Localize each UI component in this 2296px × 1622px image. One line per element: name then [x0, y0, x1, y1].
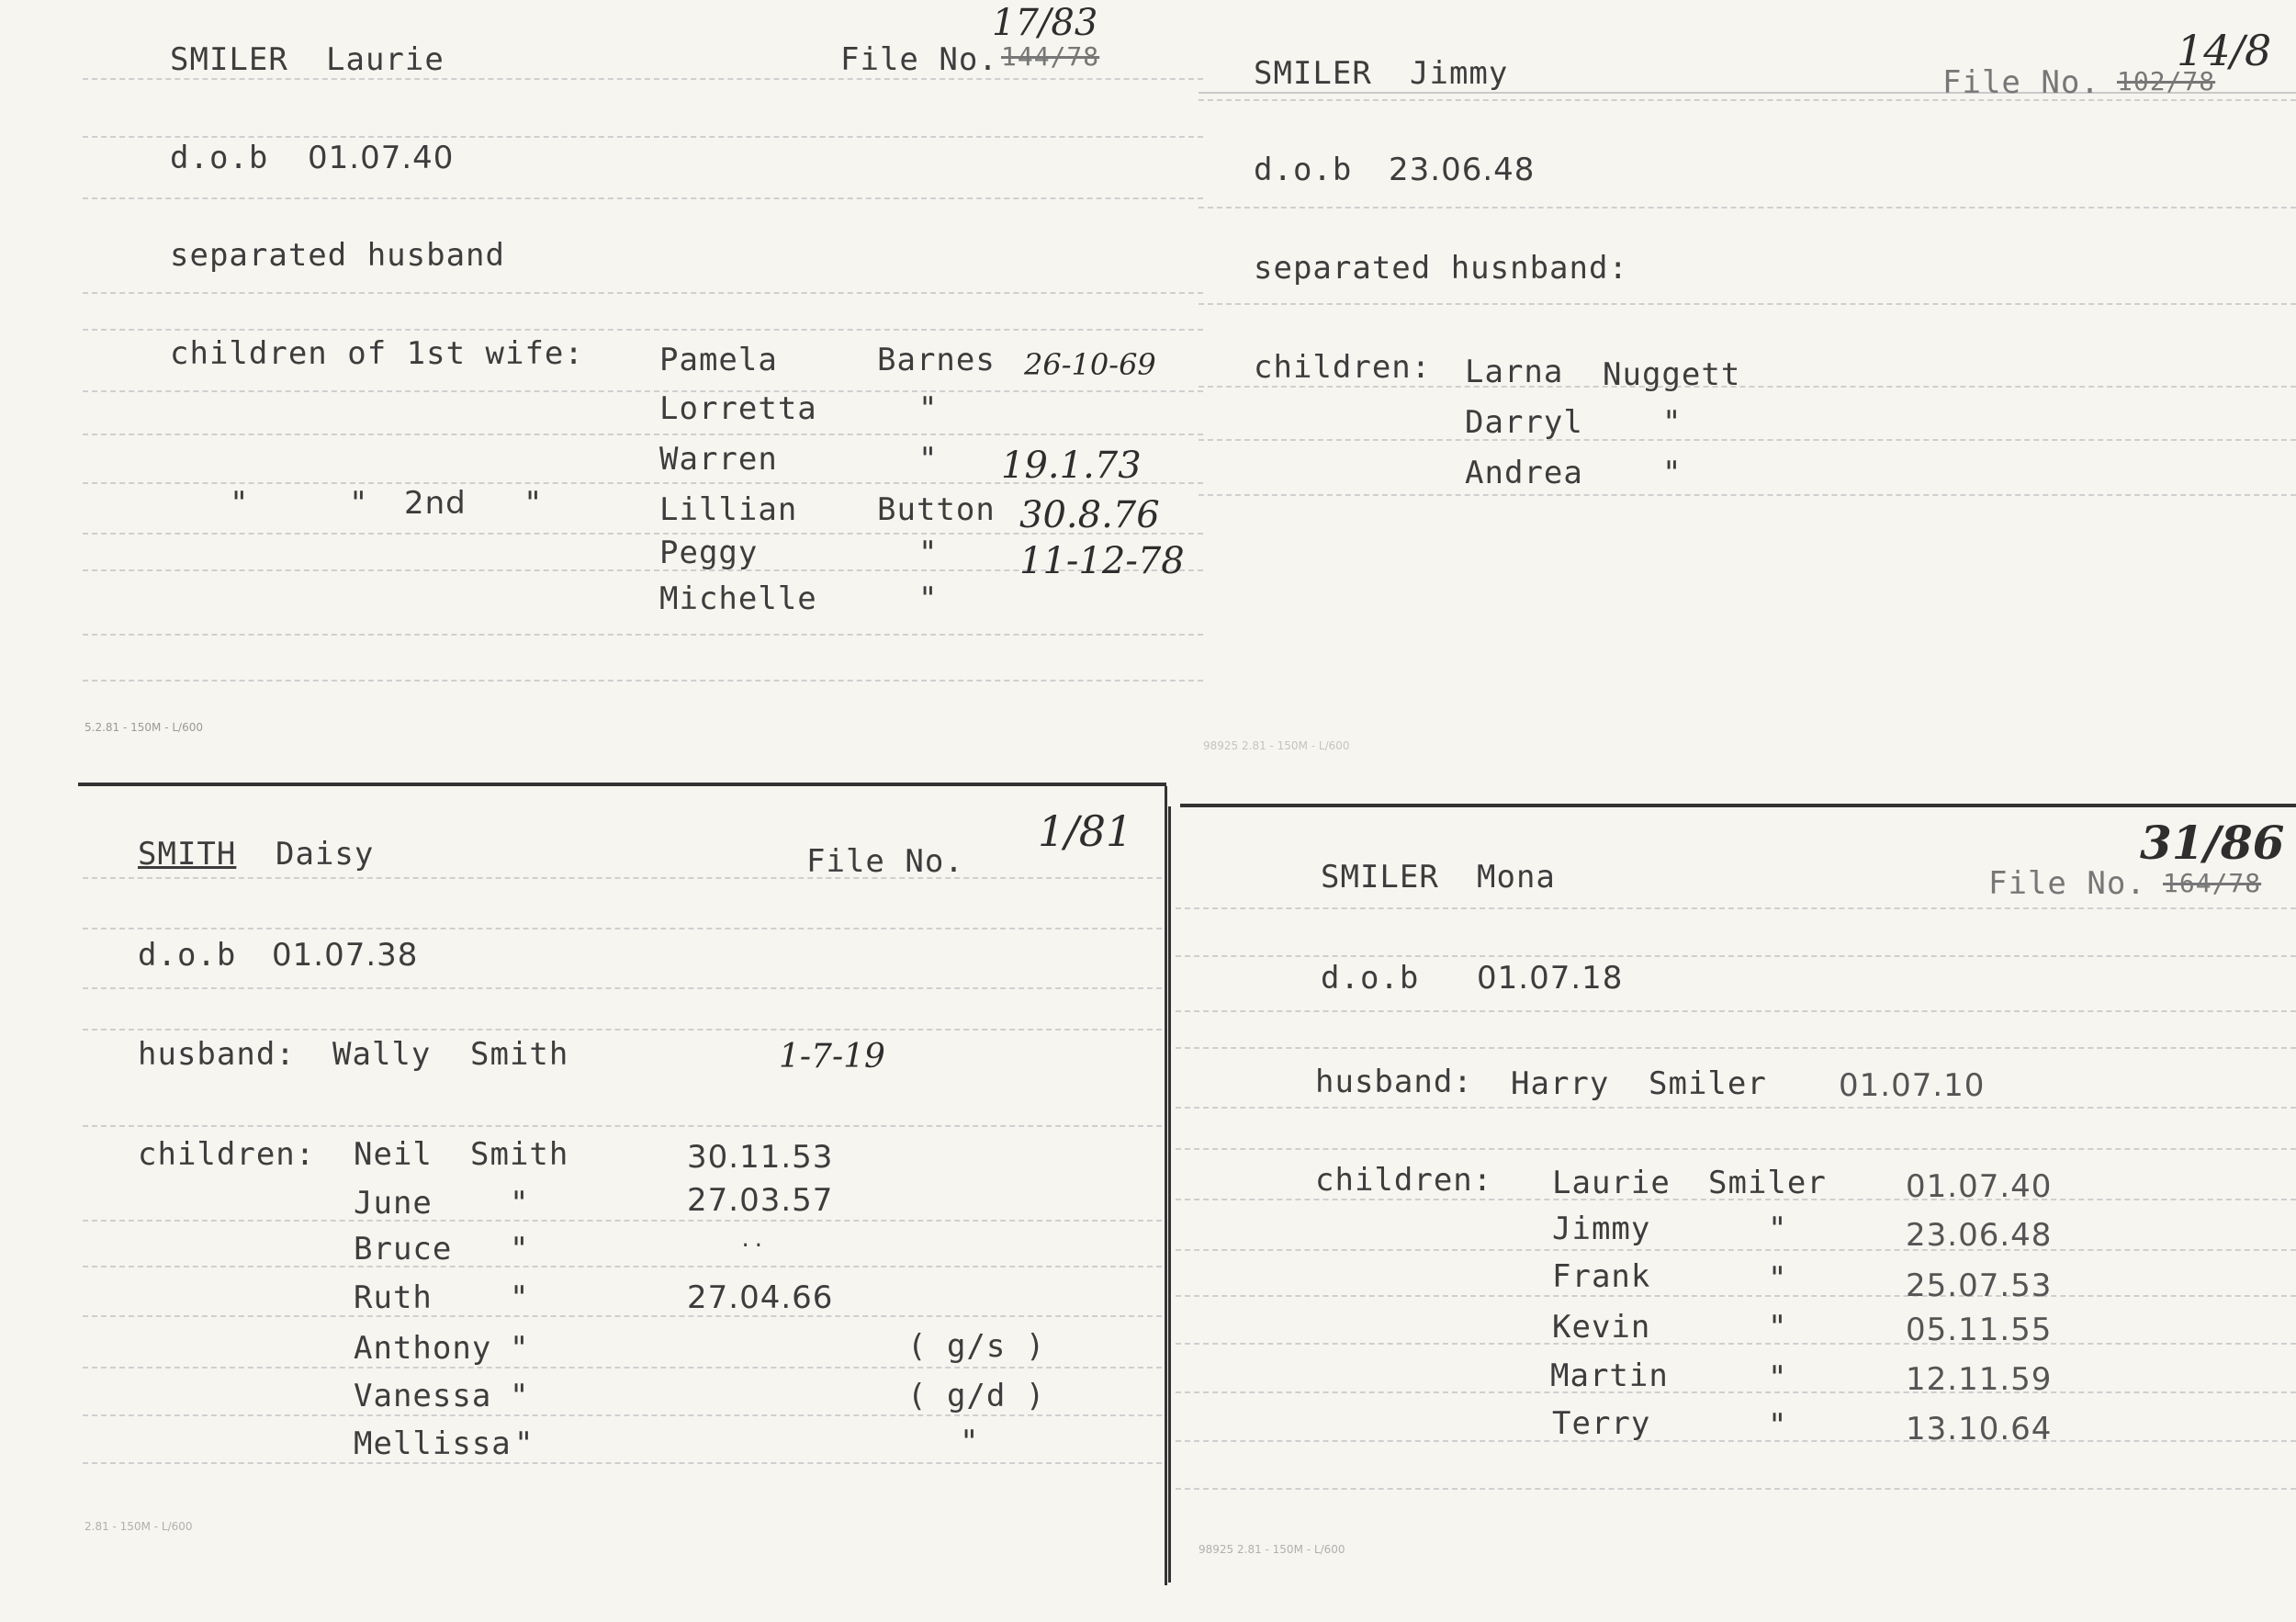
- husband-label: husband:: [1315, 1064, 1473, 1100]
- print-code: 2.81 - 150M - L/600: [84, 1520, 193, 1533]
- second-wife-label: 2nd: [404, 485, 467, 522]
- card-edge: [1165, 786, 1167, 1585]
- rule: [1176, 955, 2296, 957]
- child-name: Andrea: [1465, 455, 1583, 491]
- child-date: 27.03.57: [687, 1182, 834, 1219]
- file-number-handwritten: 14/8: [2177, 26, 2272, 75]
- card-edge: [1168, 806, 1171, 1583]
- given-name: Jimmy: [1410, 55, 1509, 92]
- file-number-struck: 164/78: [2163, 868, 2262, 898]
- husband-label: husband:: [138, 1036, 296, 1073]
- child-name: Vanessa: [354, 1378, 492, 1414]
- rule: [83, 877, 1162, 879]
- rule: [83, 390, 1203, 392]
- child-surname: ": [1768, 1407, 1788, 1444]
- ditto-mark: ": [230, 485, 250, 522]
- husband-given: Harry: [1511, 1065, 1610, 1102]
- rule: [1176, 1047, 2296, 1049]
- given-name: Mona: [1477, 859, 1556, 895]
- children-label: children:: [1315, 1162, 1493, 1199]
- child-surname: ": [510, 1330, 530, 1367]
- husband-surname: Smiler: [1649, 1065, 1767, 1102]
- child-note: ( g/s ): [907, 1328, 1046, 1365]
- child-surname: ": [1768, 1260, 1788, 1297]
- child-surname: ": [1768, 1309, 1788, 1346]
- child-name: Warren: [659, 441, 778, 478]
- child-surname: ": [514, 1425, 535, 1462]
- dob-value: 01.07.40: [308, 140, 455, 176]
- rule: [83, 1414, 1162, 1416]
- child-surname: ": [1662, 404, 1683, 441]
- rule: [83, 1462, 1162, 1464]
- dob-value: 01.07.18: [1477, 960, 1624, 997]
- child-note: ( g/d ): [907, 1378, 1046, 1414]
- file-number-struck: 144/78: [1001, 41, 1100, 72]
- rule: [1199, 494, 2296, 496]
- child-surname: ": [918, 535, 939, 571]
- rule: [83, 1315, 1162, 1317]
- child-surname: ": [1768, 1211, 1788, 1247]
- child-surname: Smith: [470, 1136, 569, 1173]
- husband-given: Wally: [332, 1036, 432, 1073]
- child-date: 27.04.66: [687, 1279, 834, 1316]
- rule: [1199, 99, 2296, 101]
- print-code: 98925 2.81 - 150M - L/600: [1203, 739, 1350, 752]
- child-name: Ruth: [354, 1279, 433, 1316]
- child-name: Martin: [1550, 1357, 1669, 1394]
- ditto-mark: ": [523, 485, 544, 522]
- rule: [83, 1266, 1162, 1267]
- child-name: Peggy: [659, 535, 759, 571]
- child-name: Michelle: [659, 580, 817, 617]
- child-date: 11-12-78: [1019, 540, 1185, 582]
- child-surname: ": [918, 580, 939, 617]
- child-surname: Barnes: [877, 342, 996, 378]
- child-surname: ": [918, 441, 939, 478]
- dob-value: 23.06.48: [1389, 152, 1536, 188]
- child-name: Lorretta: [659, 390, 817, 427]
- child-surname: ": [1768, 1359, 1788, 1396]
- rule: [1199, 439, 2296, 441]
- children-label: children:: [1254, 349, 1432, 386]
- card-edge: [1180, 804, 2296, 807]
- given-name: Laurie: [326, 41, 445, 78]
- child-name: Frank: [1552, 1258, 1651, 1295]
- child-surname: ": [510, 1279, 530, 1316]
- file-number-handwritten: 31/86: [2140, 816, 2285, 870]
- child-name: Bruce: [354, 1231, 453, 1267]
- surname: SMILER: [170, 41, 288, 78]
- surname: SMITH: [138, 836, 237, 873]
- rule: [1199, 386, 2296, 388]
- child-surname: ": [510, 1231, 530, 1267]
- child-name: Neil: [354, 1136, 433, 1173]
- child-date: 23.06.48: [1906, 1217, 2053, 1254]
- rule: [83, 987, 1162, 989]
- surname: SMILER: [1254, 55, 1372, 92]
- rule: [1176, 1343, 2296, 1345]
- rule: [83, 1220, 1162, 1222]
- dob-label: d.o.b: [1254, 152, 1353, 188]
- child-name: Laurie: [1552, 1165, 1671, 1201]
- child-date: 25.07.53: [1906, 1267, 2053, 1304]
- rule: [83, 78, 1203, 80]
- child-surname: Nuggett: [1603, 356, 1741, 393]
- rule: [83, 928, 1162, 929]
- child-name: Kevin: [1552, 1309, 1651, 1346]
- child-date: 13.10.64: [1906, 1411, 2053, 1447]
- ditto-mark: ": [349, 485, 369, 522]
- child-surname: ": [918, 390, 939, 427]
- children-label: children:: [138, 1136, 316, 1173]
- card-edge: [78, 783, 1166, 786]
- child-surname: ": [1662, 455, 1683, 491]
- husband-dob: 1-7-19: [779, 1038, 885, 1076]
- rule: [1176, 1440, 2296, 1442]
- children-label: children of 1st wife:: [170, 335, 584, 372]
- child-name: Terry: [1552, 1405, 1651, 1442]
- file-label: File No.: [806, 843, 964, 880]
- surname: SMILER: [1321, 859, 1439, 895]
- file-label: File No.: [1988, 865, 2146, 902]
- print-code: 98925 2.81 - 150M - L/600: [1199, 1543, 1345, 1556]
- child-name: Darryl: [1465, 404, 1583, 441]
- child-name: Jimmy: [1552, 1211, 1651, 1247]
- rule: [1176, 1295, 2296, 1297]
- child-name: Mellissa: [354, 1425, 512, 1462]
- rule: [83, 1125, 1162, 1127]
- child-name: Anthony: [354, 1330, 492, 1367]
- child-date: 12.11.59: [1906, 1361, 2053, 1398]
- rule: [83, 1029, 1162, 1031]
- rule: [1176, 1107, 2296, 1109]
- given-name: Daisy: [276, 836, 375, 873]
- child-date: 05.11.55: [1906, 1312, 2053, 1348]
- child-name: Lillian: [659, 491, 798, 528]
- file-label: File No.: [1942, 64, 2100, 101]
- rule: [83, 197, 1203, 199]
- child-date: 01.07.40: [1906, 1168, 2053, 1205]
- child-date: ..: [739, 1229, 766, 1252]
- rule: [1176, 1249, 2296, 1251]
- marital-status: separated husnband:: [1254, 250, 1628, 287]
- rule: [83, 680, 1203, 681]
- file-number-handwritten: 1/81: [1038, 806, 1133, 856]
- child-surname: ": [510, 1378, 530, 1414]
- print-code: 5.2.81 - 150M - L/600: [84, 721, 203, 734]
- rule: [83, 1367, 1162, 1369]
- rule: [83, 329, 1203, 331]
- child-name: Larna: [1465, 354, 1564, 390]
- rule: [1176, 1391, 2296, 1393]
- dob-label: d.o.b: [170, 140, 269, 176]
- child-surname: ": [510, 1185, 530, 1222]
- rule: [1199, 207, 2296, 208]
- rule: [83, 434, 1203, 435]
- child-date: 26-10-69: [1024, 347, 1156, 382]
- child-surname: Button: [877, 491, 996, 528]
- rule: [1176, 1010, 2296, 1012]
- file-label: File No.: [840, 41, 998, 78]
- rule: [83, 634, 1203, 636]
- child-date: 30.11.53: [687, 1139, 834, 1176]
- child-name: June: [354, 1185, 433, 1222]
- child-note: ": [960, 1424, 980, 1460]
- rule: [1176, 1148, 2296, 1150]
- child-date: 30.8.76: [1019, 494, 1160, 536]
- dob-value: 01.07.38: [272, 937, 419, 974]
- rule: [1199, 303, 2296, 305]
- rule: [1176, 1488, 2296, 1490]
- rule: [83, 136, 1203, 138]
- child-surname: Smiler: [1708, 1165, 1827, 1201]
- husband-surname: Smith: [470, 1036, 569, 1073]
- rule: [1176, 907, 2296, 909]
- dob-label: d.o.b: [138, 937, 237, 974]
- marital-status: separated husband: [170, 237, 505, 274]
- husband-dob: 01.07.10: [1839, 1067, 1986, 1104]
- dob-label: d.o.b: [1321, 960, 1420, 997]
- rule: [83, 292, 1203, 294]
- child-date: 19.1.73: [1001, 445, 1142, 487]
- file-number-struck: 102/78: [2117, 66, 2216, 96]
- child-name: Pamela: [659, 342, 778, 378]
- file-number-handwritten: 17/83: [992, 2, 1098, 44]
